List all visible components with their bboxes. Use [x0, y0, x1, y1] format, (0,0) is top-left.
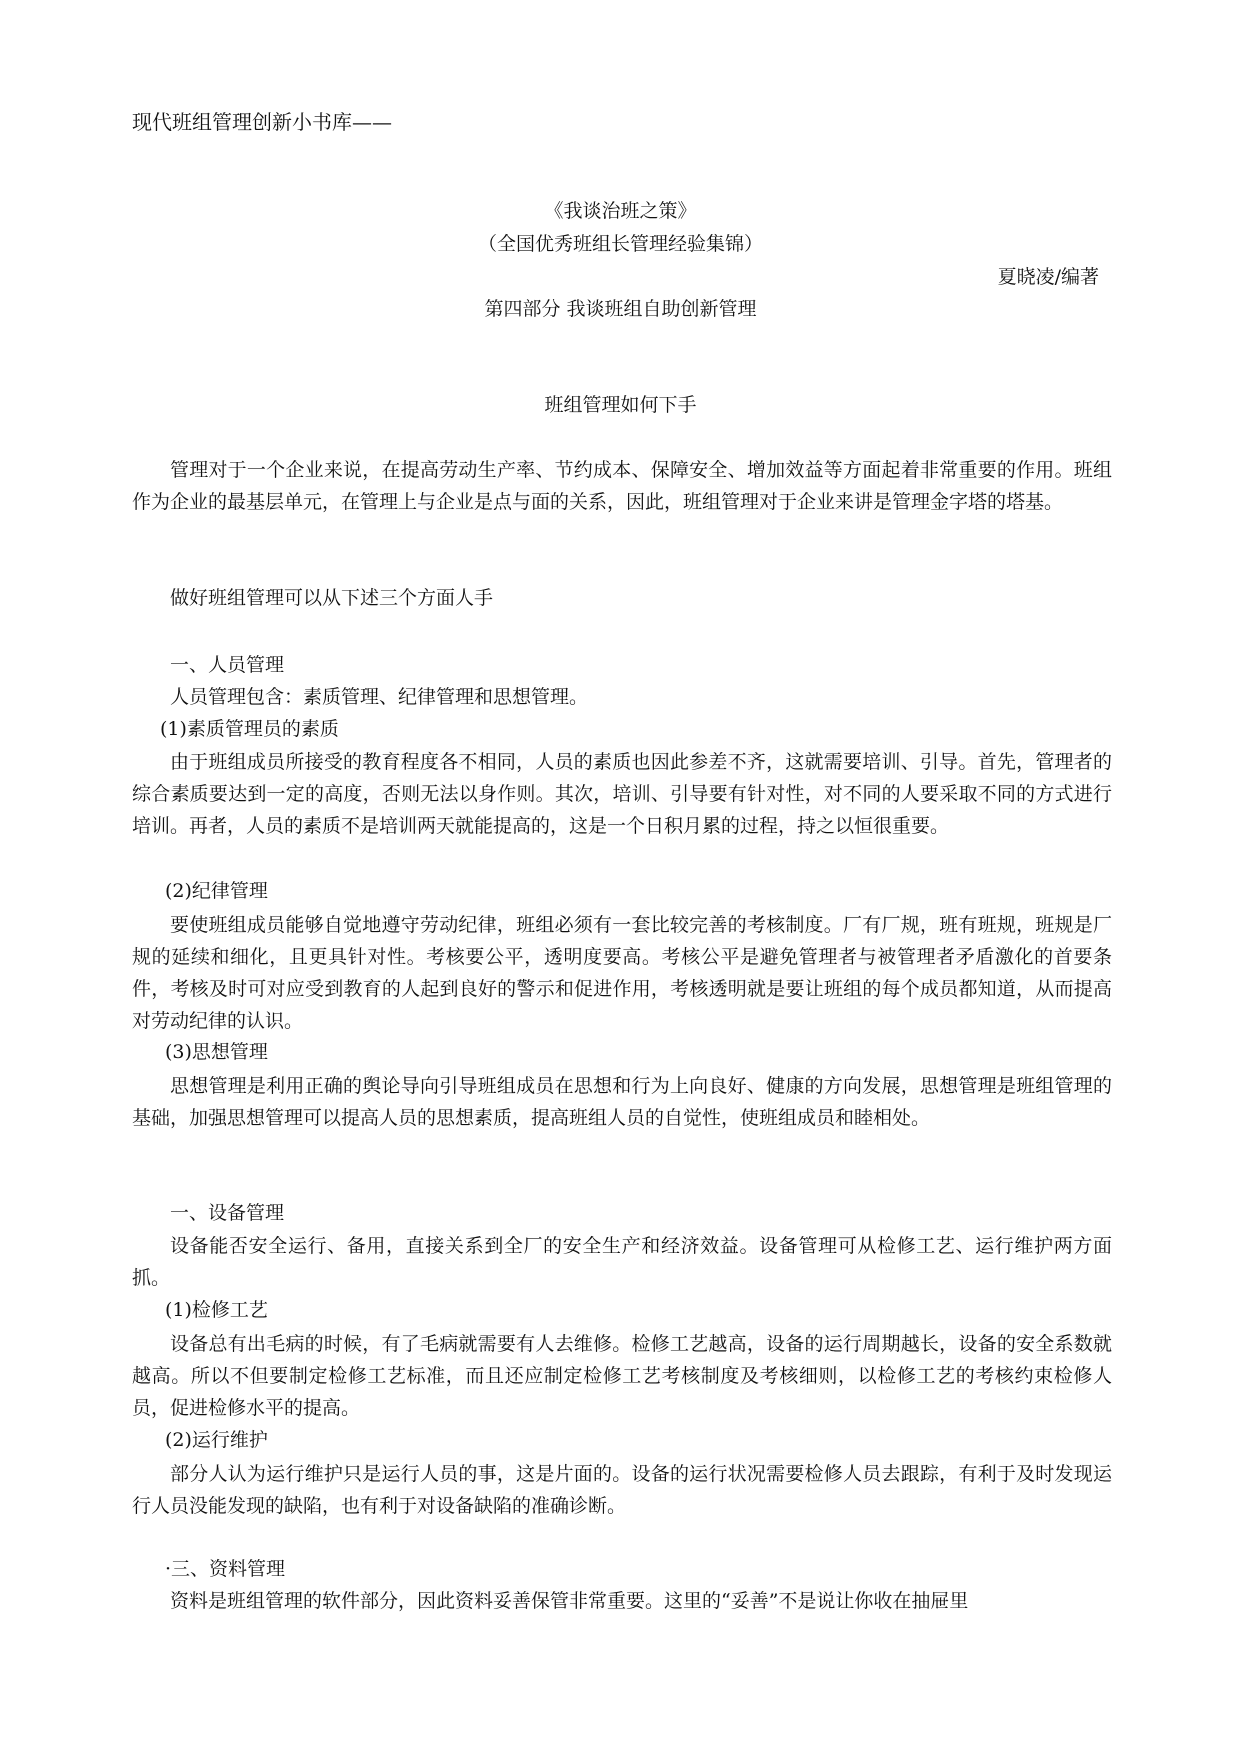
book-title: 《我谈治班之策》: [544, 200, 697, 222]
equipment-summary: 设备能否安全运行、备用，直接关系到全厂的安全生产和经济效益。设备管理可从检修工艺、运行维护两方面抓。: [132, 1235, 1112, 1289]
subheading-thought: (3)思想管理: [165, 1041, 268, 1063]
quality-paragraph: 由于班组成员所接受的教育程度各不相同，人员的素质也因此参差不齐，这就需要培训、引导。首先，管理者的综合素质要达到一定的高度，否则无法以身作则。其次，培训、引导要有针对性，对不同的人要采取不同的方式进行培训。再者，人员的素质不是培训两天就能提高的，这是一个日积月累的过程，持之以恒很重要。: [132, 751, 1112, 837]
operation-paragraph: 部分人认为运行维护只是运行人员的事，这是片面的。设备的运行状况需要检修人员去跟踪，有利于及时发现运行人员没能发现的缺陷，也有利于对设备缺陷的准确诊断。: [132, 1463, 1112, 1517]
book-author: 夏晓凌/编著: [997, 266, 1099, 288]
personnel-summary: 人员管理包含：素质管理、纪律管理和思想管理。: [170, 686, 589, 708]
subheading-maintenance: (1)检修工艺: [165, 1299, 268, 1321]
records-paragraph: 资料是班组管理的软件部分，因此资料妥善保管非常重要。这里的“妥善”不是说让你收在抽屉里: [170, 1590, 969, 1612]
subheading-quality: (1)素质管理员的素质: [160, 718, 339, 740]
discipline-paragraph: 要使班组成员能够自觉地遵守劳动纪律，班组必须有一套比较完善的考核制度。厂有厂规，班有班规，班规是厂规的延续和细化，且更具针对性。考核要公平，透明度要高。考核公平是避免管理者与被管理者矛盾激化的首要条件，考核及时可对应受到教育的人起到良好的警示和促进作用，考核透明就是要让班组的每个成员都知道，从而提高对劳动纪律的认识。: [132, 914, 1112, 1032]
section-heading-records: ·三、资料管理: [165, 1558, 286, 1580]
series-title: 现代班组管理创新小书库——: [132, 110, 392, 134]
part-title: 第四部分 我谈班组自助创新管理: [484, 298, 757, 320]
lead-sentence: 做好班组管理可以从下述三个方面人手: [170, 587, 494, 609]
book-subtitle: （全国优秀班组长管理经验集锦）: [477, 233, 763, 255]
subheading-discipline: (2)纪律管理: [165, 880, 268, 902]
intro-paragraph: 管理对于一个企业来说，在提高劳动生产率、节约成本、保障安全、增加效益等方面起着非常重要的作用。班组作为企业的最基层单元，在管理上与企业是点与面的关系，因此，班组管理对于企业来讲是管理金字塔的塔基。: [132, 459, 1112, 513]
thought-paragraph: 思想管理是利用正确的舆论导向引导班组成员在思想和行为上向良好、健康的方向发展，思想管理是班组管理的基础，加强思想管理可以提高人员的思想素质，提高班组人员的自觉性，使班组成员和睦相处。: [132, 1075, 1112, 1129]
section-heading-equipment: 一、设备管理: [170, 1202, 285, 1224]
article-title: 班组管理如何下手: [544, 394, 697, 416]
section-heading-personnel: 一、人员管理: [170, 654, 285, 676]
subheading-operation: (2)运行维护: [165, 1429, 268, 1451]
maintenance-paragraph: 设备总有出毛病的时候，有了毛病就需要有人去维修。检修工艺越高，设备的运行周期越长，设备的安全系数就越高。所以不但要制定检修工艺标准，而且还应制定检修工艺考核制度及考核细则，以检修工艺的考核约束检修人员，促进检修水平的提高。: [132, 1333, 1112, 1419]
